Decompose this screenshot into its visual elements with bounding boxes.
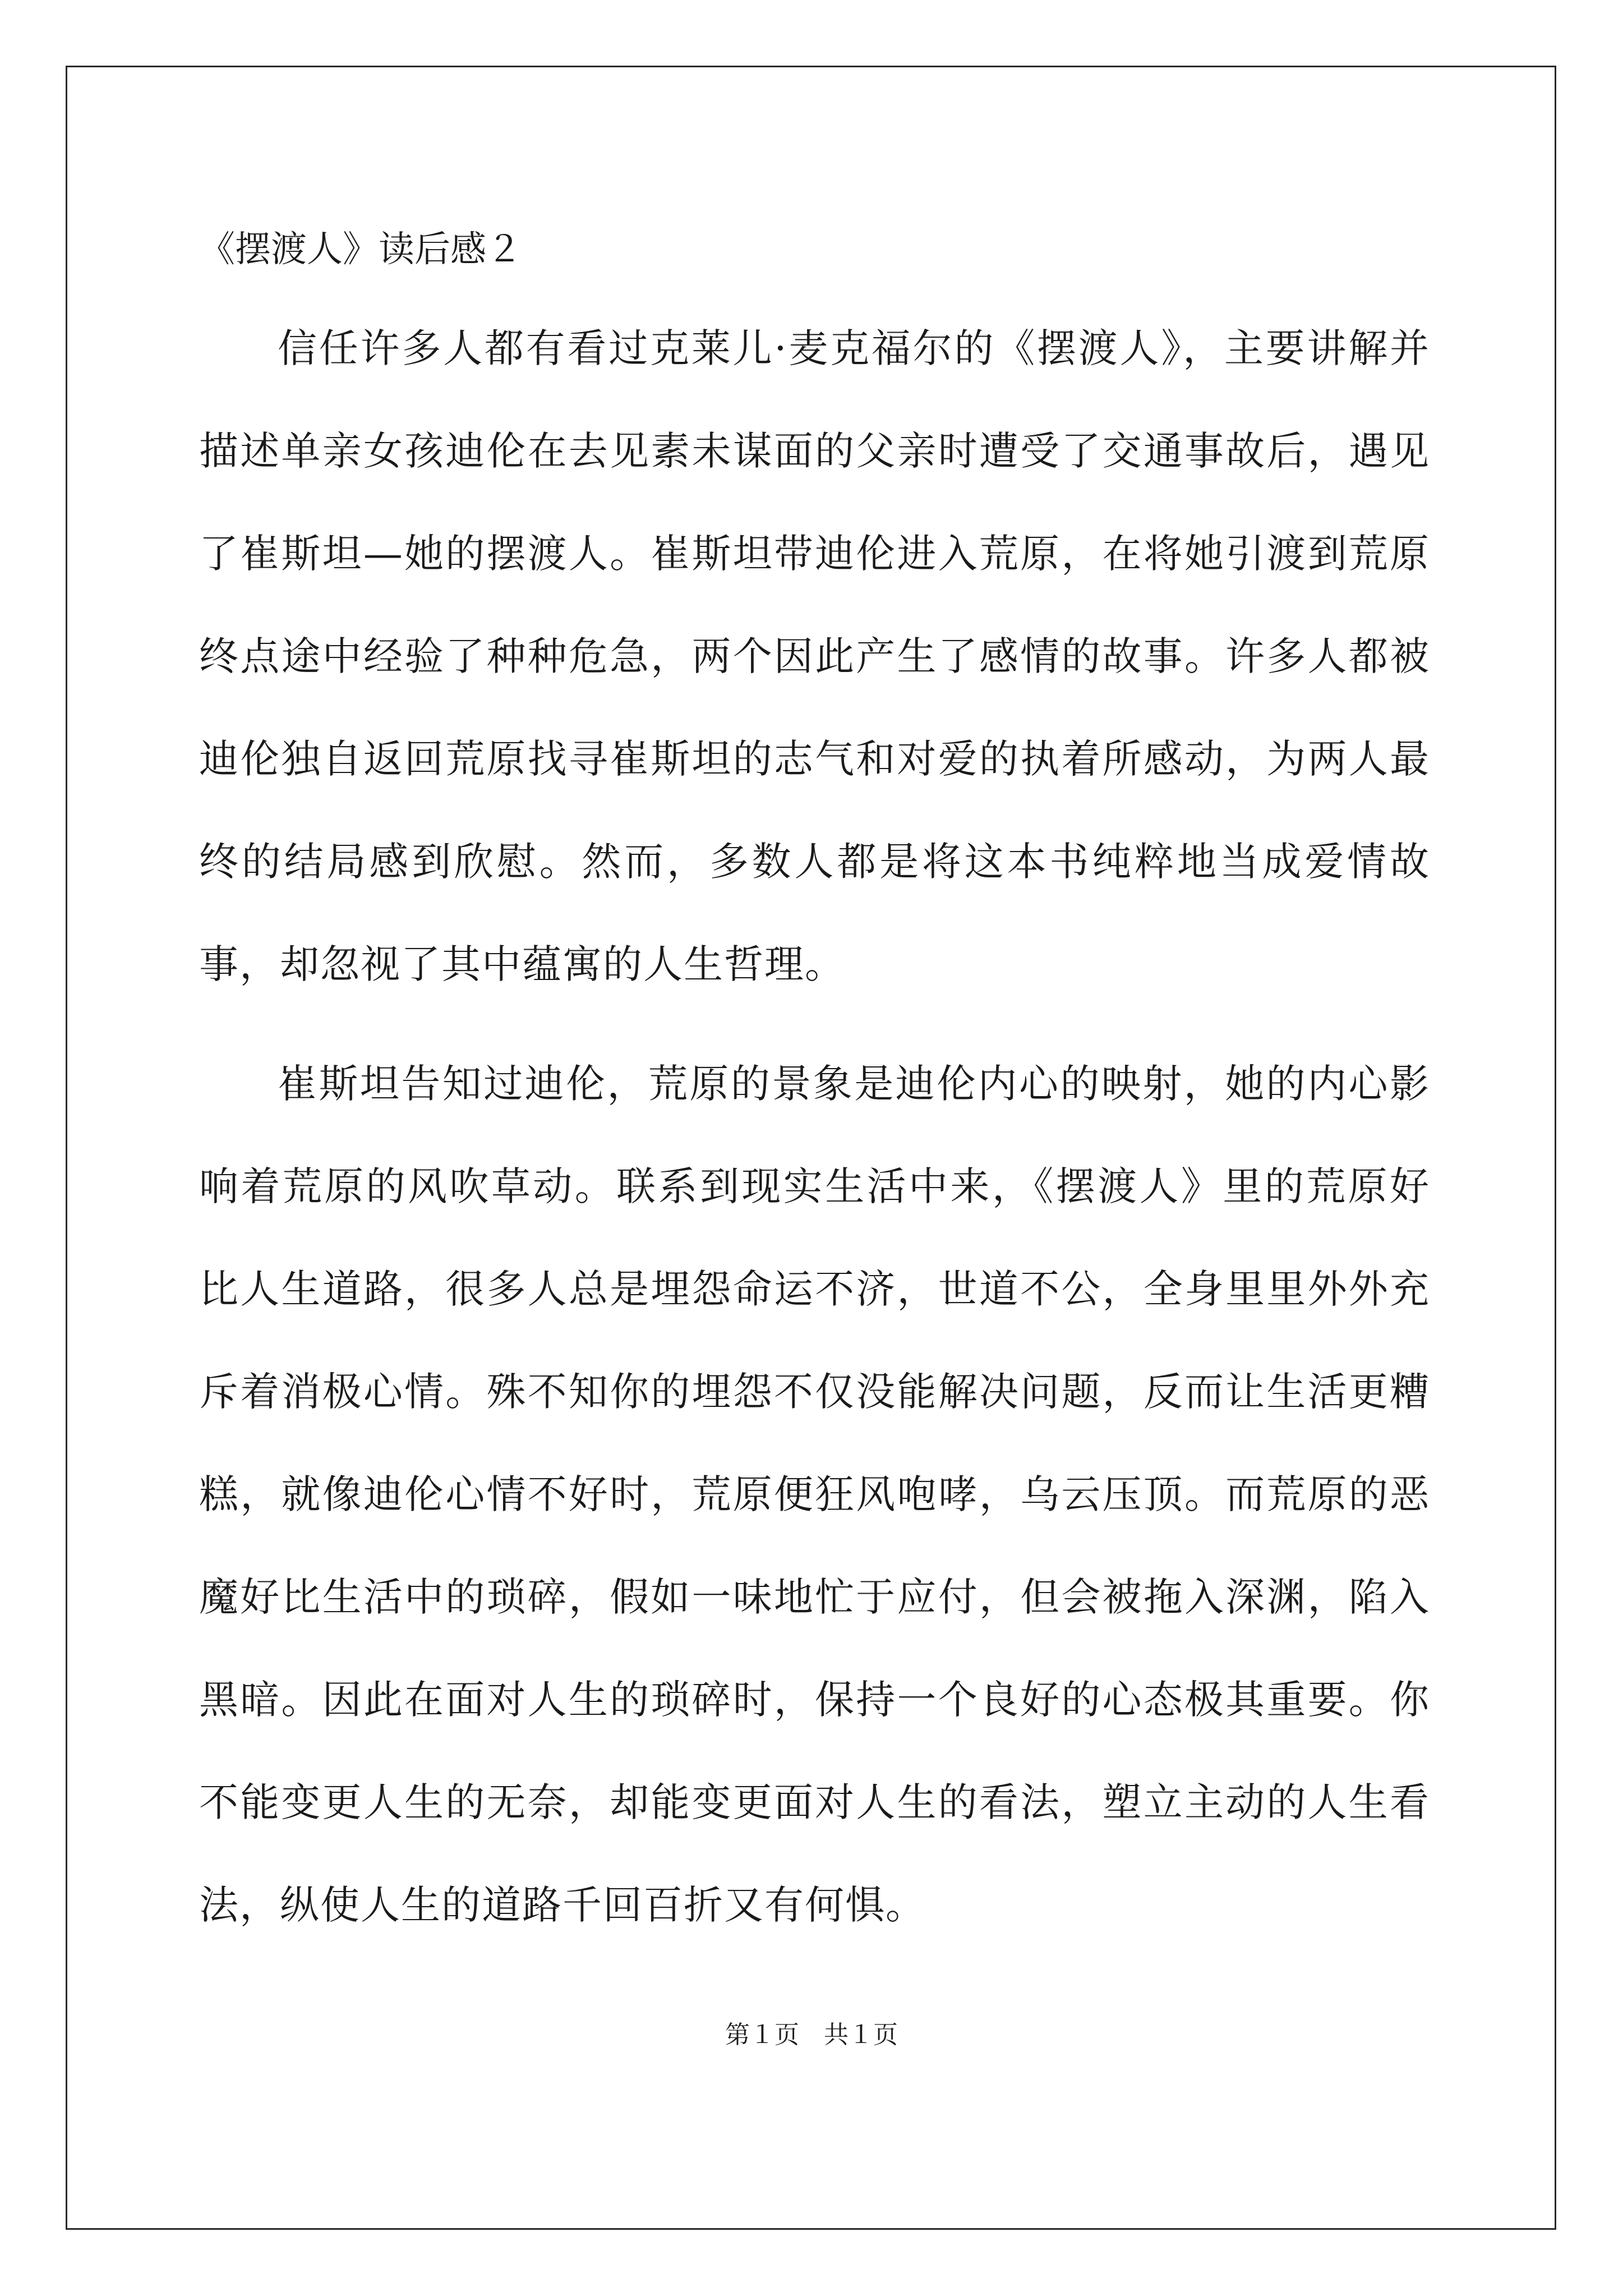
document-body — [199, 297, 1430, 1973]
document-title: 《摆渡人》读后感２ — [199, 229, 522, 270]
page-footer: 第１页 共１页 — [725, 2021, 898, 2049]
paragraph-1: 信任许多人都有看过克莱儿·麦克福尔的《摆渡人》，主要讲解并描述单亲女孩迪伦在去见素未谋面的父亲时遭受了交通事故后，遇见了崔斯坦—她的摆渡人。崔斯坦带迪伦进入荒原，在将她引渡到荒原终点途中经验了种种危急，两个因此产生了感情的故事。许多人都被迪伦独自返回荒原找寻崔斯坦的志气和对爱的执着所感动，为两人最终的结局感到欣慰。然而，多数人都是将这本书纯粹地当成爱情故事，却忽视了其中蕴寓的人生哲理。 — [199, 325, 1430, 987]
paragraph-2: 崔斯坦告知过迪伦，荒原的景象是迪伦内心的映射，她的内心影响着荒原的风吹草动。联系到现实生活中来，《摆渡人》里的荒原好比人生道路，很多人总是埋怨命运不济，世道不公，全身里里外外充斥着消极心情。殊不知你的埋怨不仅没能解决问题，反而让生活更糟糕，就像迪伦心情不好时，荒原便狂风咆哮，乌云压顶。而荒原的恶魔好比生活中的琐碎，假如一味地忙于应付，但会被拖入深渊，陷入黑暗。因此在面对人生的琐碎时，保持一个良好的心态极其重要。你不能变更人生的无奈，却能变更面对人生的看法，塑立主动的人生看法，纵使人生的道路千回百折又有何惧。 — [199, 1061, 1430, 1928]
